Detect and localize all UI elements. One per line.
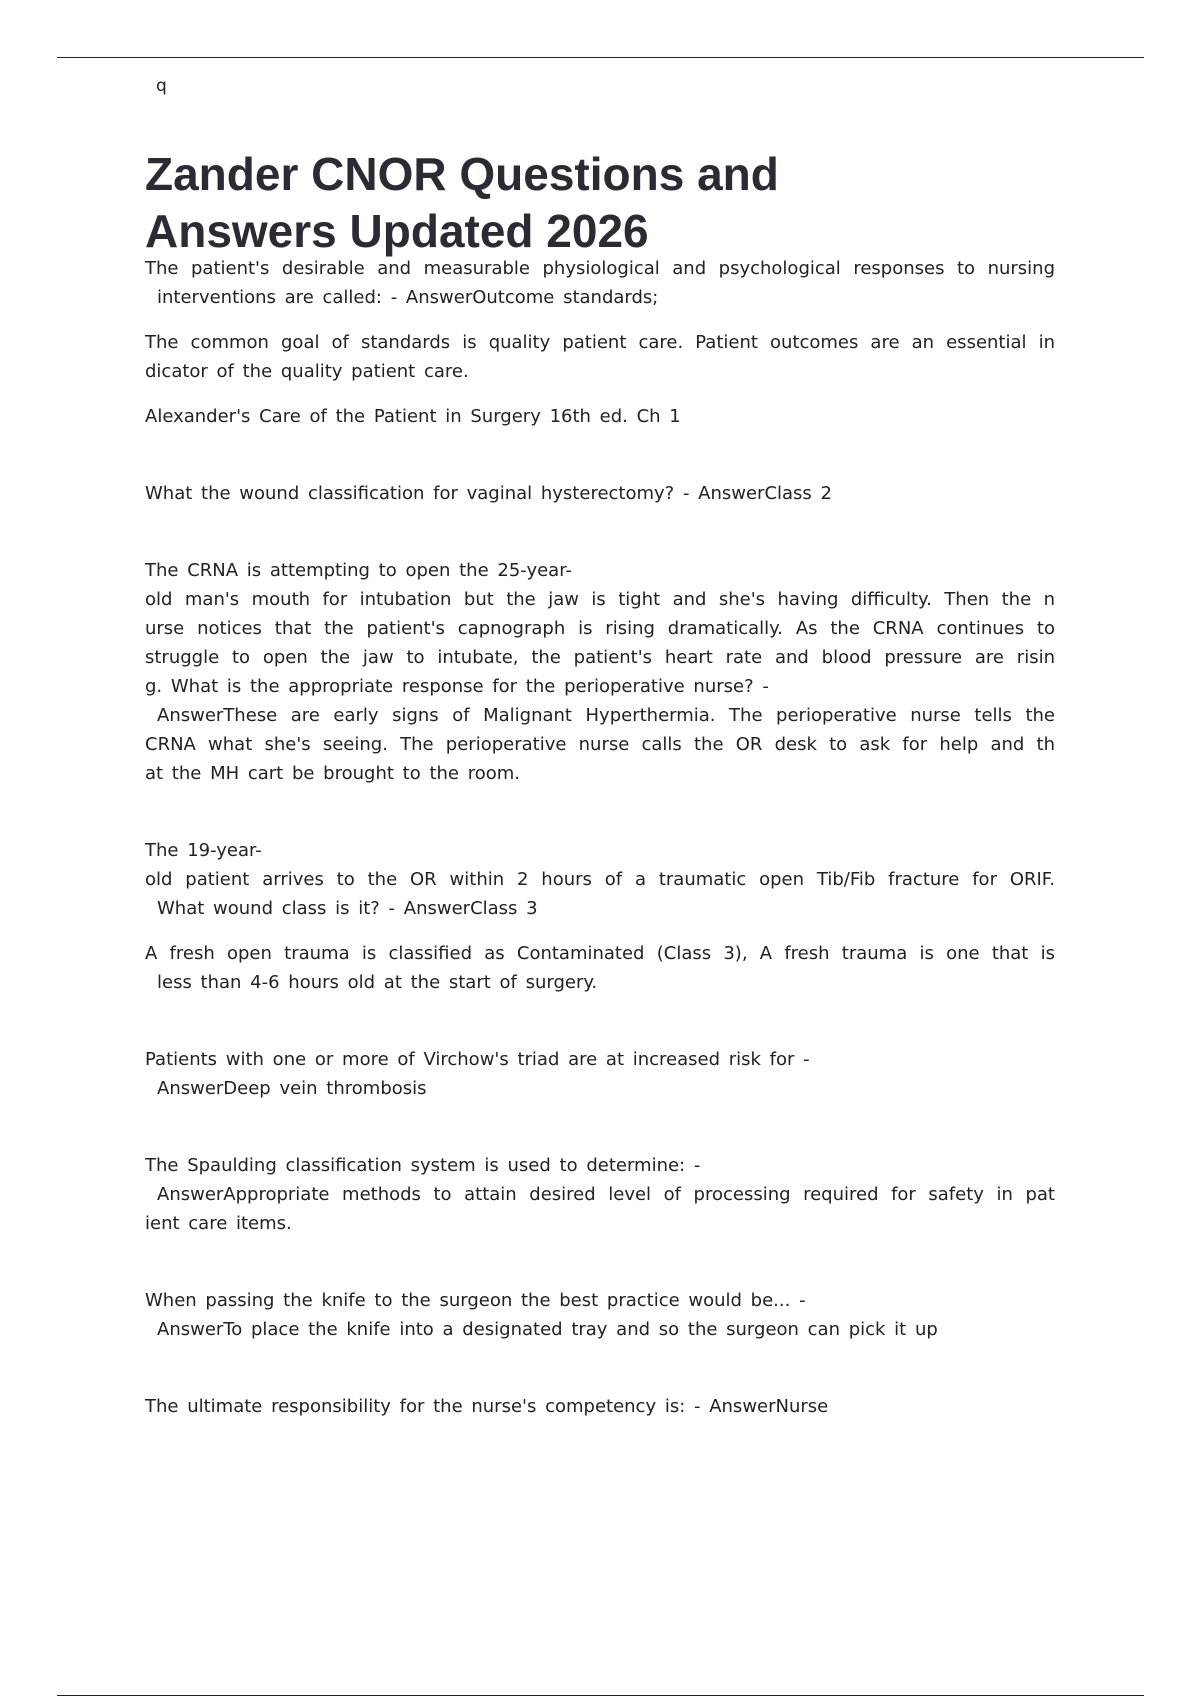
document-body — [145, 254, 1055, 1437]
text-line: What wound class is it? - AnswerClass 3 — [157, 898, 538, 919]
text-line: AnswerDeep vein thrombosis — [157, 1078, 427, 1099]
text-line: The ultimate responsibility for the nurse's competency is: - AnswerNurse — [145, 1396, 829, 1417]
spacer — [145, 1360, 1055, 1392]
paragraph — [145, 1286, 1055, 1344]
bottom-rule — [57, 1695, 1144, 1696]
paragraph — [145, 254, 1055, 312]
spacer — [145, 804, 1055, 836]
paragraph — [145, 479, 1055, 508]
spacer — [145, 1119, 1055, 1151]
spacer — [145, 524, 1055, 556]
title-line: Zander CNOR Questions and — [145, 148, 779, 200]
text-line: The common goal of standards is quality patient care. Patient outcomes are an essential in — [145, 332, 1055, 353]
text-line: AnswerTo place the knife into a designated tray and so the surgeon can pick it up — [157, 1319, 938, 1340]
text-line: interventions are called: - AnswerOutcome standards; — [157, 287, 659, 308]
text-line: A fresh open trauma is classified as Contaminated (Class 3), A fresh trauma is one that is — [145, 943, 1055, 964]
text-line: less than 4-6 hours old at the start of surgery. — [157, 972, 598, 993]
paragraph — [145, 1392, 1055, 1421]
paragraph — [145, 556, 1055, 788]
paragraph — [145, 836, 1055, 923]
text-line: g. What is the appropriate response for the perioperative nurse? - — [145, 676, 769, 697]
document-title — [145, 146, 1045, 260]
title-line: Answers Updated 2026 — [145, 205, 649, 257]
text-line: AnswerThese are early signs of Malignant Hyperthermia. The perioperative nurse tells the — [157, 705, 1055, 726]
text-line: ient care items. — [145, 1213, 292, 1234]
text-line: Patients with one or more of Virchow's triad are at increased risk for - — [145, 1049, 810, 1070]
text-line: The 19-year- — [145, 840, 262, 861]
paragraph — [145, 328, 1055, 386]
text-line: struggle to open the jaw to intubate, the patient's heart rate and blood pressure are risin — [145, 647, 1055, 668]
spacer — [145, 1013, 1055, 1045]
text-line: When passing the knife to the surgeon the best practice would be... - — [145, 1290, 806, 1311]
text-line: CRNA what she's seeing. The perioperative nurse calls the OR desk to ask for help and th — [145, 734, 1055, 755]
paragraph — [145, 1045, 1055, 1103]
text-line: The CRNA is attempting to open the 25-year- — [145, 560, 572, 581]
spacer — [145, 447, 1055, 479]
text-line: The patient's desirable and measurable physiological and psychological responses to nursing — [145, 258, 1055, 279]
paragraph — [145, 1151, 1055, 1238]
text-line: Alexander's Care of the Patient in Surgery 16th ed. Ch 1 — [145, 406, 681, 427]
text-line: at the MH cart be brought to the room. — [145, 763, 520, 784]
spacer — [145, 1254, 1055, 1286]
text-line: What the wound classification for vaginal hysterectomy? - AnswerClass 2 — [145, 483, 832, 504]
text-line: The Spaulding classification system is used to determine: - — [145, 1155, 701, 1176]
page-mark: q — [156, 76, 167, 96]
top-rule — [57, 57, 1144, 58]
paragraph — [145, 402, 1055, 431]
text-line: AnswerAppropriate methods to attain desired level of processing required for safety in pat — [157, 1184, 1055, 1205]
paragraph — [145, 939, 1055, 997]
text-line: old man's mouth for intubation but the jaw is tight and she's having difficulty. Then the n — [145, 589, 1055, 610]
text-line: urse notices that the patient's capnograph is rising dramatically. As the CRNA continues to — [145, 618, 1055, 639]
text-line: old patient arrives to the OR within 2 hours of a traumatic open Tib/Fib fracture for ORIF. — [145, 869, 1055, 890]
text-line: dicator of the quality patient care. — [145, 361, 469, 382]
